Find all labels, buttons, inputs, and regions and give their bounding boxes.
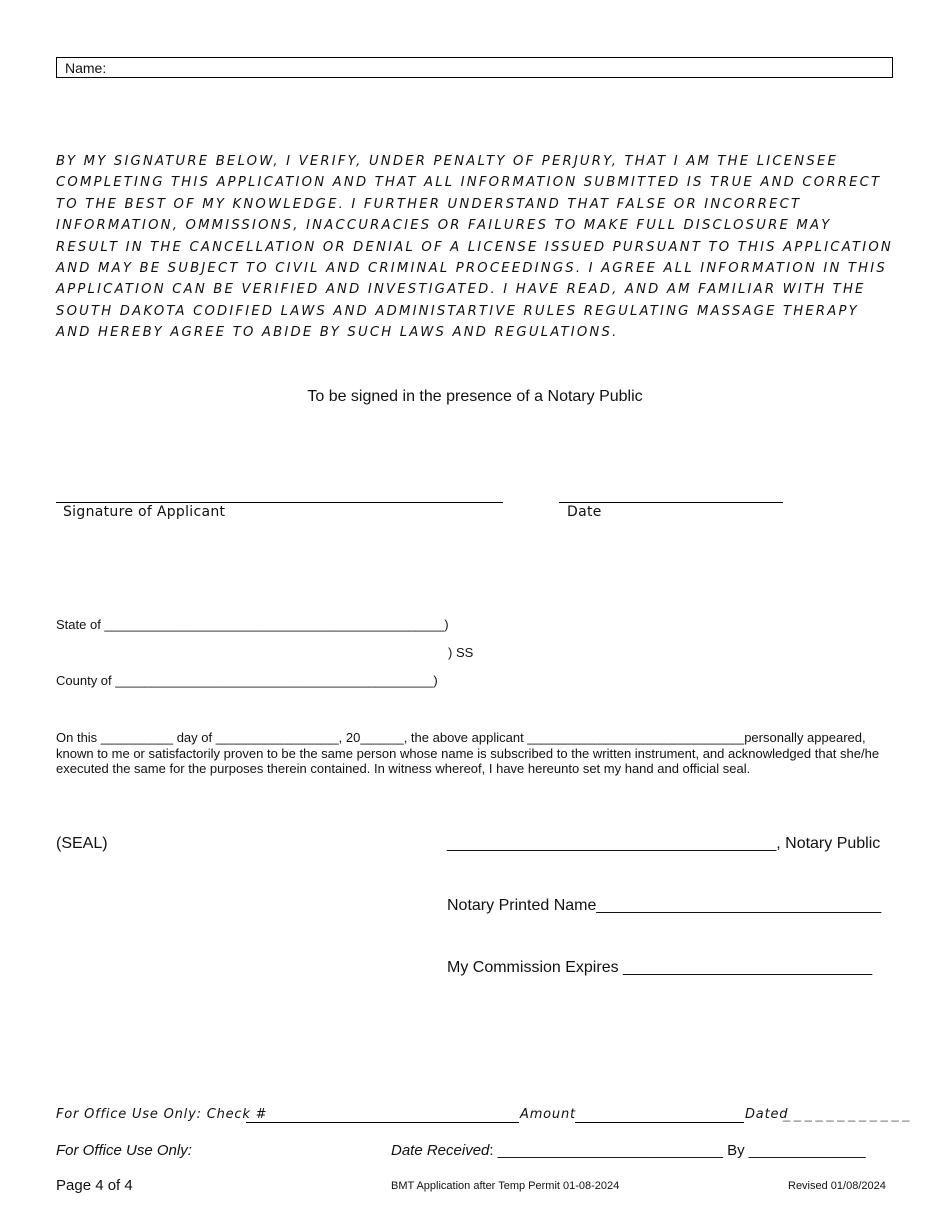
date-received-label: Date Received [391,1142,490,1159]
revised-date: Revised 01/08/2024 [788,1180,886,1192]
amount-label: Amount [520,1107,576,1122]
ss-mark: ) SS [448,645,474,660]
county-of-line: County of ____________________________________________) [56,673,438,688]
notary-instruction: To be signed in the presence of a Notary Public [307,388,643,405]
office-use-check-label: For Office Use Only: Check # [56,1107,268,1122]
perjury-declaration: BY MY SIGNATURE BELOW, I VERIFY, UNDER PENALTY OF PERJURY, THAT I AM THE LICENSEE COMPLETING THIS APPLICATION AND THAT ALL INFORMATION SUBMITTED IS TRUE AND CORRECT TO THE BEST OF MY KNOWLEDGE. I FURTHER UNDERSTAND THAT FALSE OR INCORRECT INFORMATION, OMMISSIONS, INACCURACIES OR FAILURES TO MAKE FULL DISCLOSURE MAY RESULT IN THE CANCELLATION OR DENIAL OF A LICENSE ISSUED PURSUANT TO THIS APPLICATION AND MAY BE SUBJECT TO CIVIL AND CRIMINAL PROCEEDINGS. I AGREE ALL INFORMATION IN THIS APPLICATION CAN BE VERIFIED AND INVESTIGATED. I HAVE READ, AND AM FAMILIAR WITH THE SOUTH DAKOTA CODIFIED LAWS AND ADMINISTARTIVE RULES REGULATING MASSAGE THERAPY AND HEREBY AGREE TO ABIDE BY SUCH LAWS AND REGULATIONS. [56,154,893,341]
amount-line [575,1122,744,1123]
notary-public-line: _____________________________________, Notary Public [447,835,881,852]
commission-expires-line: My Commission Expires ____________________________ [447,959,873,976]
applicant-signature-label: Signature of Applicant [63,504,226,520]
check-number-line [246,1122,519,1123]
date-received-line: : ___________________________ By ______________ [489,1142,866,1159]
seal-label: (SEAL) [56,835,108,852]
applicant-signature-line[interactable] [56,502,503,503]
state-of-line: State of _______________________________________________) [56,617,449,632]
date-line[interactable] [559,502,783,503]
acknowledgment-paragraph: On this __________ day of _________________, 20______, the above applicant ______________________________personally appeared, known to me or satisfactorily proven to be the same person whose name is subscribed to the written instrument, and acknowledged that she/he executed the same for the purposes therein contained. In witness whereof, I have hereunto set my hand and official seal. [56,730,880,776]
dated-label: Dated [745,1107,789,1122]
date-label: Date [567,504,602,520]
name-label: Name: [65,60,107,76]
document-title: BMT Application after Temp Permit 01-08-2024 [391,1180,620,1192]
name-field[interactable] [56,57,893,78]
dated-dashes: _ _ _ _ _ _ _ _ _ _ _ _ [783,1107,910,1122]
date-received-row [391,1142,866,1159]
office-use-label: For Office Use Only: [56,1142,192,1159]
notary-printed-name-line: Notary Printed Name________________________________ [447,897,882,914]
page-number: Page 4 of 4 [56,1177,133,1194]
